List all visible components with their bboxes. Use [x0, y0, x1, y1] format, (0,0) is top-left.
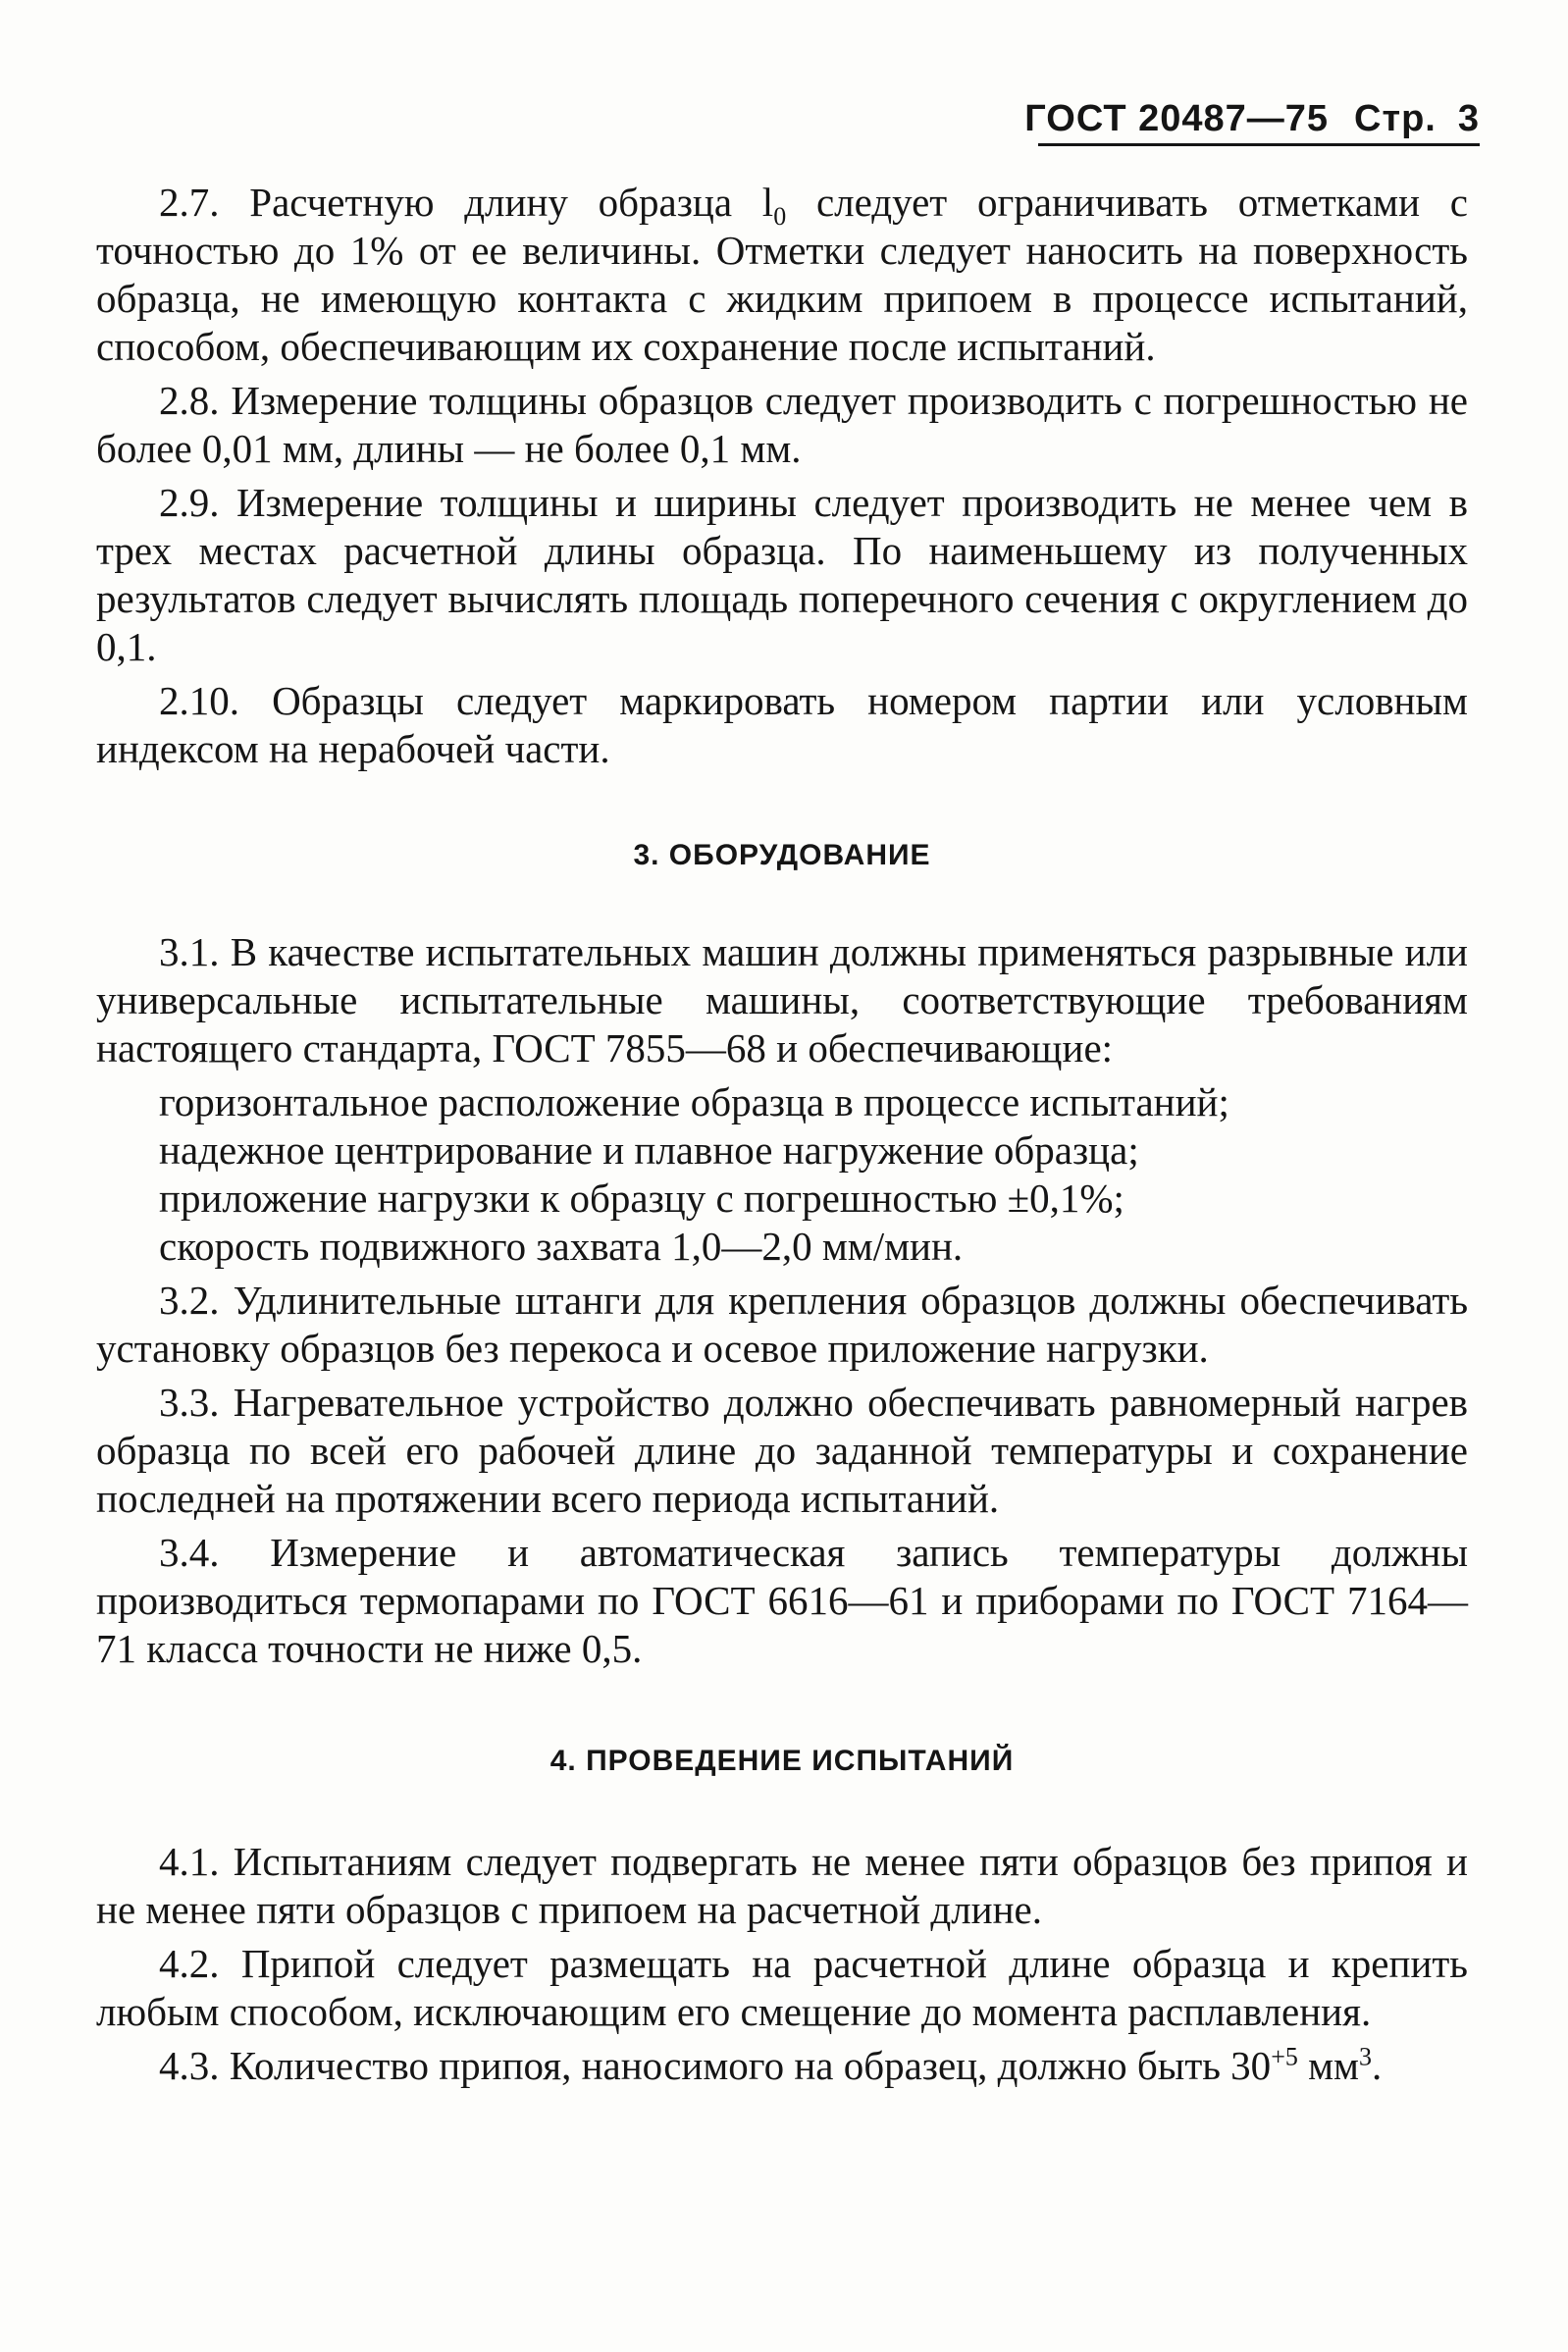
paragraph-text: Расчетную длину образца l: [249, 180, 774, 225]
subscript: 0: [773, 202, 787, 232]
page-label: Стр.: [1354, 98, 1437, 139]
list-item: скорость подвижного захвата 1,0—2,0 мм/мин.: [159, 1224, 964, 1269]
paragraph-text: .: [1372, 2043, 1383, 2088]
paragraph-text: Образцы следует маркировать номером партии или условным индексом на нерабочей части.: [96, 678, 1468, 771]
superscript: +5: [1271, 2042, 1298, 2071]
paragraph-text: Измерение толщины и ширины следует производить не менее чем в трех местах расчетной длины образца. По наименьшему из полученных результатов следует вычислять площадь поперечного сечения с округлением до 0,1.: [96, 480, 1468, 669]
clause-number: 4.2.: [159, 1941, 220, 1986]
page-header: [1024, 98, 1480, 140]
paragraph-2-10: [96, 677, 1468, 773]
list-item: горизонтальное расположение образца в процессе испытаний;: [159, 1079, 1229, 1124]
standard-number: ГОСТ 20487—75: [1024, 98, 1330, 139]
header-rule: [1038, 143, 1480, 146]
paragraph-text: Нагревательное устройство должно обеспечивать равномерный нагрев образца по всей его рабочей длине до заданной температуры и сохранение последней на протяжении всего периода испытаний.: [96, 1380, 1469, 1521]
document-body: [96, 179, 1468, 2096]
paragraph-text: следует ограничивать отметками с точностью до 1% от ее величины. Отметки следует наносить на поверхность образца, не имеющую контакта с жидким припоем в процессе испытаний, способом, обеспечивающим их сохранение после испытаний.: [96, 180, 1469, 369]
clause-number: 2.8.: [159, 378, 220, 423]
clause-number: 3.2.: [159, 1278, 220, 1323]
page-number: 3: [1457, 98, 1480, 139]
section-3-heading: 3. ОБОРУДОВАНИЕ: [633, 839, 931, 871]
clause-number: 3.4.: [159, 1530, 220, 1575]
paragraph-text: мм: [1297, 2043, 1359, 2088]
paragraph-4-3: [96, 2042, 1468, 2090]
paragraph-text: Измерение и автоматическая запись температуры должны производиться термопарами по ГОСТ 6616—61 и приборами по ГОСТ 7164—71 класса точности не ниже 0,5.: [96, 1530, 1469, 1671]
paragraph-text: Измерение толщины образцов следует производить с погрешностью не более 0,01 мм, длины — не более 0,1 мм.: [96, 378, 1468, 471]
list-item: приложение нагрузки к образцу с погрешностью ±0,1%;: [159, 1176, 1124, 1221]
clause-number: 2.9.: [159, 480, 220, 525]
clause-number: 2.10.: [159, 678, 239, 723]
paragraph-3-4: [96, 1529, 1468, 1673]
paragraph-3-1: [96, 928, 1468, 1072]
clause-number: 4.3.: [159, 2043, 220, 2088]
superscript: 3: [1359, 2042, 1372, 2071]
clause-number: 3.1.: [159, 929, 220, 974]
clause-number: 3.3.: [159, 1380, 220, 1425]
paragraph-text: В качестве испытательных машин должны применяться разрывные или универсальные испытательные машины, соответствующие требованиям настоящего стандарта, ГОСТ 7855—68 и обеспечивающие:: [96, 929, 1469, 1071]
paragraph-2-8: [96, 377, 1468, 473]
paragraph-3-3: [96, 1379, 1468, 1523]
clause-number: 4.1.: [159, 1839, 220, 1884]
paragraph-4-1: [96, 1838, 1468, 1934]
paragraph-text: Испытаниям следует подвергать не менее пяти образцов без припоя и не менее пяти образцов с припоем на расчетной длине.: [96, 1839, 1468, 1932]
paragraph-2-9: [96, 479, 1468, 671]
paragraph-3-2: [96, 1277, 1468, 1373]
paragraph-2-7: [96, 179, 1468, 371]
paragraph-text: Удлинительные штанги для крепления образцов должны обеспечивать установку образцов без перекоса и осевое приложение нагрузки.: [96, 1278, 1469, 1371]
section-4-heading: 4. ПРОВЕДЕНИЕ ИСПЫТАНИЙ: [549, 1745, 1015, 1777]
list-item: надежное центрирование и плавное нагружение образца;: [159, 1127, 1139, 1173]
clause-number: 2.7.: [159, 180, 220, 225]
paragraph-text: Количество припоя, наносимого на образец, должно быть 30: [229, 2043, 1272, 2088]
paragraph-4-2: [96, 1940, 1468, 2036]
paragraph-text: Припой следует размещать на расчетной длине образца и крепить любым способом, исключающим его смещение до момента расплавления.: [96, 1941, 1469, 2034]
